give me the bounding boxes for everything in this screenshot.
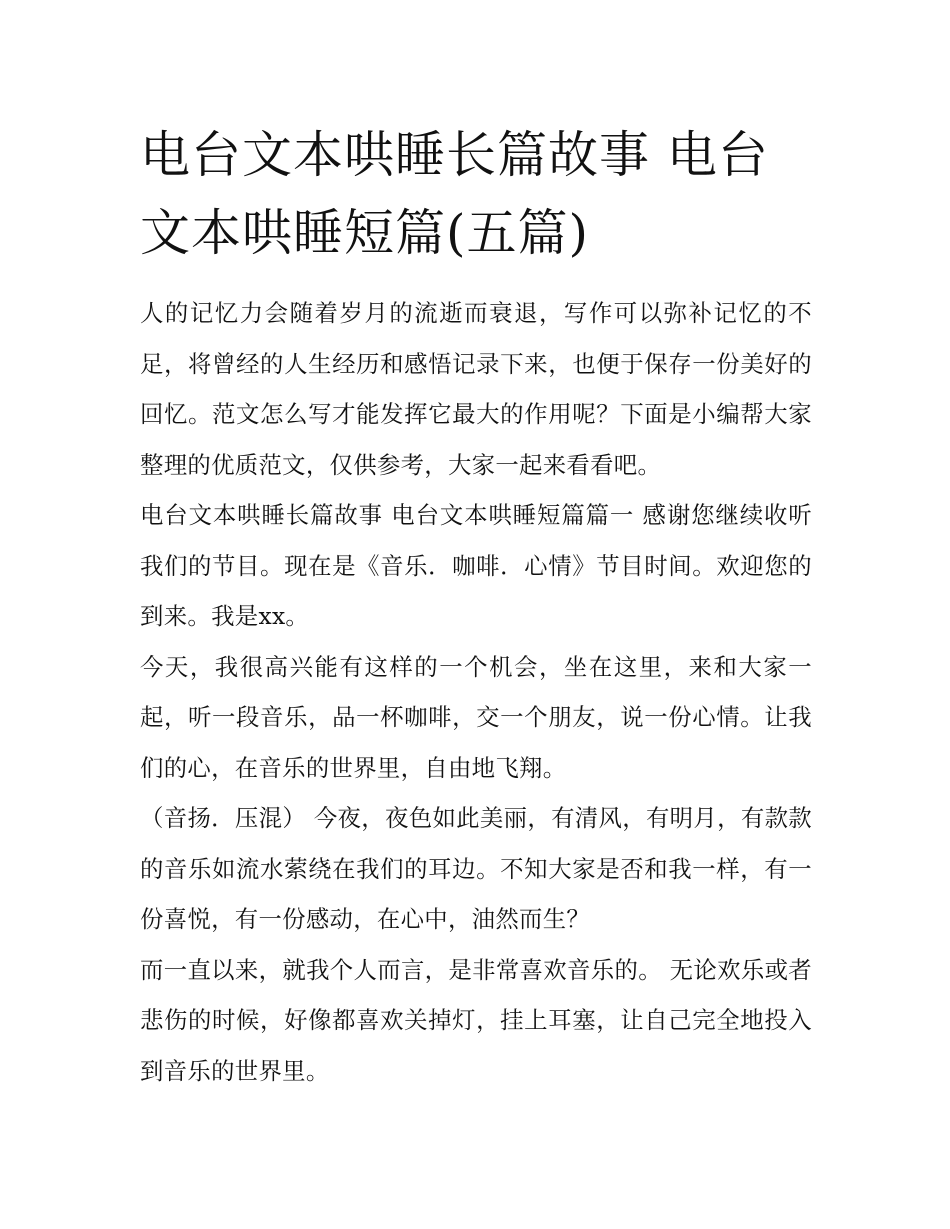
document-title: 电台文本哄睡长篇故事 电台文本哄睡短篇(五篇) — [140, 126, 769, 262]
paragraph-4: 而一直以来，就我个人而言，是非常喜欢音乐的。 无论欢乐或者悲伤的时候，好像都喜欢关掉灯，挂上耳塞，让自己完全地投入到音乐的世界里。 — [140, 955, 812, 1085]
paragraph-2: 今天，我很高兴能有这样的一个机会，坐在这里，来和大家一起，听一段音乐，品一杯咖啡，交一个朋友，说一份心情。让我们的心，在音乐的世界里，自由地飞翔。 — [140, 652, 812, 782]
paragraph-1: 电台文本哄睡长篇故事 电台文本哄睡短篇篇一 感谢您继续收听我们的节目。现在是《音乐．咖啡．心情》节目时间。欢迎您的到来。我是xx。 — [140, 501, 812, 630]
paragraph-intro: 人的记忆力会随着岁月的流逝而衰退，写作可以弥补记忆的不足，将曾经的人生经历和感悟记录下来，也便于保存一份美好的回忆。范文怎么写才能发挥它最大的作用呢？下面是小编帮大家整理的优质范文，仅供参考，大家一起来看看吧。 — [140, 299, 812, 479]
document-page — [140, 112, 812, 1096]
paragraph-3: （音扬．压混） 今夜，夜色如此美丽，有清风，有明月，有款款的音乐如流水萦绕在我们的耳边。不知大家是否和我一样，有一份喜悦，有一份感动，在心中，油然而生？ — [140, 804, 812, 933]
document-body — [140, 288, 812, 1096]
